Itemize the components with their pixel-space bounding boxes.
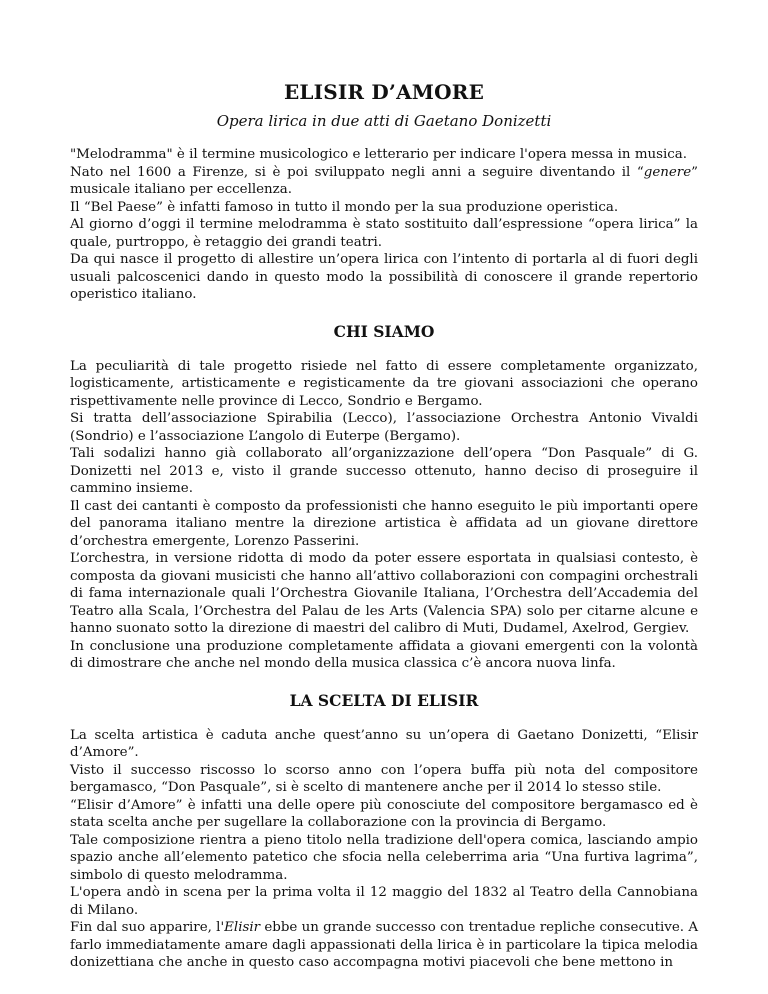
- chi-siamo-paragraph: La peculiarità di tale progetto risiede nel fatto di essere completamente organizzato, logisticamente, artisticamente e registicamente da tre giovani associazioni che operano rispettivamente nelle province di Lecco, Sondrio e Bergamo.: [70, 358, 698, 409]
- section-heading-scelta: LA SCELTA DI ELISIR: [289, 690, 479, 710]
- text-run: Fin dal suo apparire, l': [70, 920, 225, 935]
- document-title: ELISIR D’AMORE: [283, 80, 485, 104]
- scelta-paragraph: L'opera andò in scena per la prima volta il 12 maggio del 1832 al Teatro della Cannobiana di Milano.: [70, 885, 698, 918]
- intro-paragraph: Il “Bel Paese” è infatti famoso in tutto il mondo per la sua produzione operistica.: [70, 199, 619, 215]
- intro-paragraph: Da qui nasce il progetto di allestire un’opera lirica con l’intento di portarla al di fuori degli usuali palcoscenici dando in questo modo la possibilità di conoscere il grande repertorio operistico italiano.: [70, 252, 698, 302]
- intro-paragraph: "Melodramma" è il termine musicologico e letterario per indicare l'opera messa in musica.: [70, 147, 688, 162]
- section-heading-chi-siamo: CHI SIAMO: [333, 321, 435, 341]
- scelta-paragraph: La scelta artistica è caduta anche quest’anno su un’opera di Gaetano Donizetti, “Elisir d’Amore”.: [70, 727, 698, 760]
- chi-siamo-paragraph: Tali sodalizi hanno già collaborato all’organizzazione dell’opera “Don Pasquale” di G. Donizetti nel 2013 e, visto il grande successo ottenuto, hanno deciso di proseguire il cammino insieme.: [70, 446, 698, 496]
- text-run: Nato nel 1600 a Firenze, si è poi sviluppato negli anni a seguire diventando il “: [70, 164, 644, 180]
- emphasis-elisir: Elisir: [224, 920, 261, 935]
- scelta-section: [70, 727, 698, 972]
- scelta-paragraph: “Elisir d’Amore” è infatti una delle opere più conosciute del compositore bergamasco ed è stata scelta anche per sugellare la collaborazione con la provincia di Bergamo.: [70, 797, 698, 830]
- intro-paragraph: Al giorno d’oggi il termine melodramma è stato sostituito dall’espressione “opera lirica” la quale, purtroppo, è retaggio dei grandi teatri.: [70, 217, 698, 250]
- text-run: ebbe un grande successo con trentadue repliche consecutive. A farlo immediatamente amare dagli appassionati della lirica è in particolare la tipica melodia donizettiana che anche in questo caso accompagna motivi piacevoli che bene mettono in: [70, 920, 698, 970]
- scelta-paragraph: [70, 919, 698, 972]
- chi-siamo-paragraph: In conclusione una produzione completamente affidata a giovani emergenti con la volontà di dimostrare che anche nel mondo della musica classica c’è ancora nuova linfa.: [70, 638, 698, 671]
- text-run: ” musicale italiano per eccellenza.: [70, 164, 698, 197]
- document-page: [70, 78, 698, 972]
- chi-siamo-paragraph: Il cast dei cantanti è composto da professionisti che hanno eseguito le più importanti opere del panorama italiano mentre la direzione artistica è affidata ad un giovane direttore d’orchestra emergente, Lorenzo Passerini.: [70, 498, 698, 549]
- chi-siamo-paragraph: Si tratta dell’associazione Spirabilia (Lecco), l’associazione Orchestra Antonio Vivaldi (Sondrio) e l’associazione L’angolo di Euterpe (Bergamo).: [70, 411, 698, 444]
- scelta-paragraph: Visto il successo riscosso lo scorso anno con l’opera buffa più nota del compositore bergamasco, “Don Pasquale”, si è scelto di mantenere anche per il 2014 lo stesso stile.: [70, 762, 698, 795]
- chi-siamo-paragraph: L’orchestra, in versione ridotta di modo da poter essere esportata in qualsiasi contesto, è composta da giovani musicisti che hanno all’attivo collaborazioni con compagini orchestrali di fama internazionale quali l’Orchestra Giovanile Italiana, l’Orchestra dell’Accademia del Teatro alla Scala, l’Orchestra del Palau de les Arts (Valencia SPA) solo per citarne alcune e hanno suonato sotto la direzione di maestri del calibro di Muti, Dudamel, Axelrod, Gergiev.: [70, 551, 698, 636]
- document-subtitle: Opera lirica in due atti di Gaetano Donizetti: [216, 112, 552, 130]
- chi-siamo-section: [70, 358, 698, 673]
- intro-paragraph: [70, 164, 698, 199]
- emphasis-genere: genere: [643, 164, 692, 180]
- intro-section: [70, 146, 698, 304]
- scelta-paragraph: Tale composizione rientra a pieno titolo nella tradizione dell'opera comica, lasciando ampio spazio anche all’elemento patetico che sfocia nella celeberrima aria “Una furtiva lagrima”, simbolo di questo melodramma.: [70, 832, 698, 883]
